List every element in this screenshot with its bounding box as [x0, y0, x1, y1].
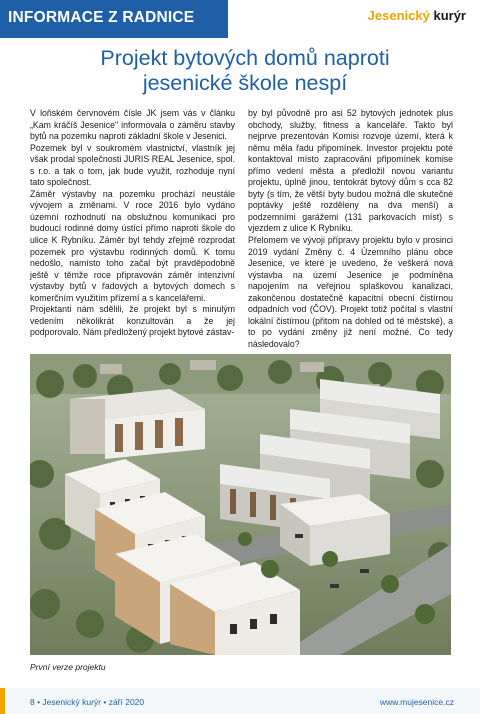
article-title [30, 46, 460, 96]
paragraph: V loňském červnovém čísle JK jsem vás v článku „Kam kráčíš Jesenice" informovala o záměru stavby bytů na pozemku naproti základní škole v Jesenici. [30, 108, 235, 142]
paragraph: Projektanti nám sdělili, že projekt byl s minulým vedením několikrát konzultován a že jej podporovalo. Nám předložený projekt bytové zástav- [30, 304, 235, 338]
aerial-rendering-illustration [30, 354, 451, 655]
article-right-column [248, 108, 453, 350]
brand-part2: kurýr [433, 8, 466, 23]
brand-logo [368, 8, 466, 23]
title-line2: jesenické škole nespí [142, 71, 348, 95]
section-header-bar [0, 0, 228, 38]
footer-issue-info: 8 • Jesenický kurýr • září 2020 [30, 697, 145, 707]
footer-website-link[interactable]: www.mujesenice.cz [379, 697, 454, 707]
paragraph: by byl původně pro asi 52 bytových jednotek plus obchody, služby, fitness a kanceláře. Takto byl nejprve prezentován Komisi rozvoje území, která k němu měla řadu připomínek. Investor projektu poté kontaktoval místo zapracování připomínek komise přímo vedení města a předložil novou variantu projektu, úplně jinou, tentokrát bytový dům s cca 82 byty (s tím, že větší byty budou možná dle skutečné poptávky ještě rozděleny na dva menší) a podzemními garážemi (131 parkovacích míst) s vjezdem z ulice K Rybníku. [248, 108, 453, 234]
paragraph: Záměr výstavby na pozemku prochází neustále vývojem a změnami. V roce 2016 bylo vydáno územní rozhodnutí na obslužnou komunikaci pro budoucí rodinné domy ústící přímo naproti škole do ulice K Rybníku. Záměr byl tehdy zřejmě rozprodat pozemek pro výstavbu rodinných domů. K tomu nedošlo, namísto toho začal být pravděpodobně ještě v těmže roce připravován záměr intenzivní výstavby bytů v řadových a bytových domech s komerčním využitím přízemí a s kancelářemi. [30, 188, 235, 303]
section-label: INFORMACE Z RADNICE [8, 9, 195, 26]
paragraph: Přelomem ve vývoji přípravy projektu bylo v prosinci 2019 vydání Změny č. 4 Územního plánu obce Jesenice, ve které je uvedeno, že veškerá nová výstavba na území Jesenice je podmíněna napojením na veřejnou splaškovou kanalizaci, zakončenou dostatečně kapacitní obecní čistírnou odpadních vod (ČOV). Projekt totiž počítal s vlastní lokální čistírnou (přitom na dohled od té městské), a to po vydání změny již není možné. Co tedy následovalo? [248, 235, 453, 349]
brand-part1: Jesenický [367, 8, 430, 23]
photo-caption: První verze projektu [30, 662, 106, 672]
title-line1: Projekt bytových domů naproti [100, 46, 390, 70]
article-left-column [30, 108, 235, 339]
footer-accent [0, 688, 5, 714]
paragraph: Pozemek byl v soukromém vlastnictví, vlastník jej však prodal společnosti JURIS REAL Jesenice, spol. s r.o. a tak o tom, jak bude využit, rozhoduje nyní tato společnost. [30, 142, 235, 188]
project-rendering-photo [30, 354, 451, 655]
